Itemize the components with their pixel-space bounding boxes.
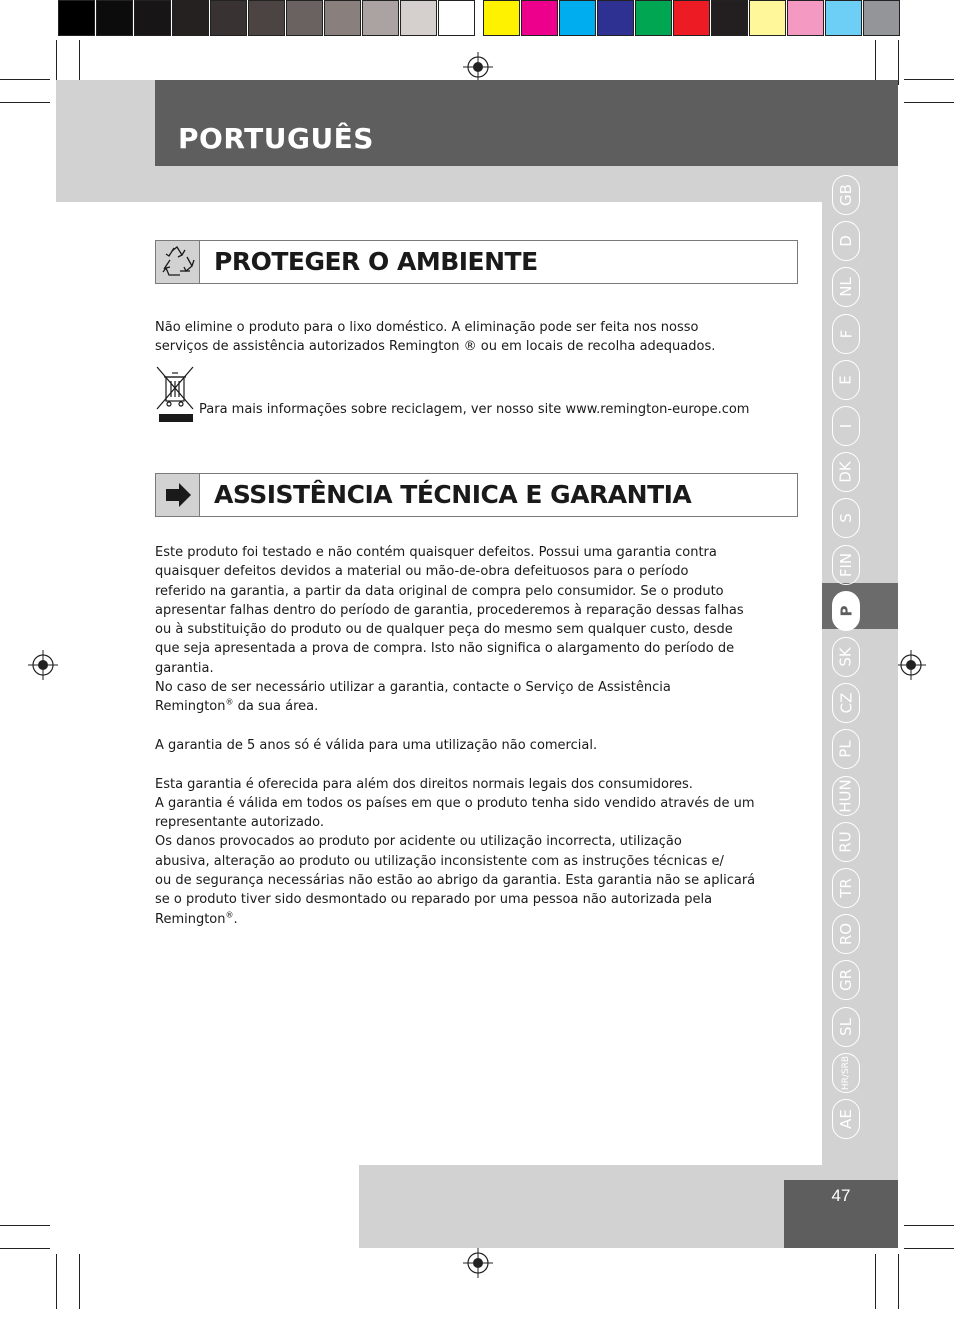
color-swatch (749, 0, 786, 36)
color-swatch (400, 0, 437, 36)
section-header-warranty (155, 473, 798, 517)
language-tab-label: P (837, 605, 855, 617)
crop-mark (898, 1254, 899, 1309)
language-tab-f[interactable] (832, 314, 860, 354)
page-number: 47 (831, 1186, 851, 1205)
registration-mark-icon (463, 1248, 493, 1278)
crop-mark (875, 40, 876, 85)
language-tab-label: F (836, 329, 855, 338)
color-swatch (521, 0, 558, 36)
color-calibration-bar (483, 0, 901, 38)
color-swatch (559, 0, 596, 36)
language-tab-ae[interactable] (832, 1099, 860, 1139)
language-tab-label: I (837, 423, 855, 429)
language-tab-pl[interactable] (832, 729, 860, 769)
language-tab-label: S (837, 513, 855, 524)
language-tab-label: DK (836, 461, 855, 483)
text-line: Esta garantia é oferecida para além dos direitos normais legais dos consumidores. (155, 776, 693, 792)
gray-calibration-bar (58, 0, 476, 38)
crop-mark (904, 1225, 954, 1226)
section-title: ASSISTÊNCIA TÉCNICA E GARANTIA (214, 480, 692, 509)
language-tab-cz[interactable] (832, 683, 860, 723)
language-tab-label: E (836, 375, 855, 385)
section-title: PROTEGER O AMBIENTE (214, 247, 538, 276)
language-tab-label: HUN (837, 778, 856, 813)
language-tab-label: RO (836, 923, 855, 946)
brand-text: Remington (155, 699, 226, 715)
text-line: que seja apresentada a prova de compra. Isto não significa o alargamento do período de (155, 641, 735, 657)
text-line: Os danos provocados ao produto por acidente ou utilização incorrecta, utilização (155, 834, 682, 850)
crop-mark (904, 102, 954, 103)
language-tab-tr[interactable] (832, 868, 860, 908)
language-tab-p[interactable] (832, 591, 860, 631)
crop-mark (79, 1254, 80, 1309)
color-swatch (58, 0, 95, 36)
language-tab-hun[interactable] (832, 776, 860, 816)
crop-mark (0, 1248, 50, 1249)
text-line: apresentar falhas dentro do período de garantia, procederemos à reparação dessas falhas (155, 602, 744, 618)
registration-mark-icon (896, 650, 926, 680)
crop-mark (898, 40, 899, 85)
language-tab-label: AE (837, 1109, 855, 1129)
language-tab-label: GR (836, 969, 855, 992)
color-swatch (711, 0, 748, 36)
crop-mark (79, 40, 80, 85)
language-tab-sk[interactable] (832, 637, 860, 677)
language-tab-gb[interactable] (832, 175, 860, 215)
color-swatch (825, 0, 862, 36)
arrow-right-icon (156, 474, 200, 516)
text-line: abusiva, alteração ao produto ou utilização inconsistente com as instruções técnicas e/ (155, 853, 724, 869)
language-tab-label: SL (836, 1017, 855, 1036)
color-swatch (597, 0, 634, 36)
crop-mark (904, 79, 954, 80)
color-swatch (787, 0, 824, 36)
language-tab-label: HR/SRB (841, 1055, 852, 1090)
registration-mark-icon (28, 650, 58, 680)
text-line: serviços de assistência autorizados Remington ® ou em locais de recolha adequados. (155, 339, 716, 355)
text-line (155, 697, 785, 716)
color-swatch (863, 0, 900, 36)
language-tab-label: RU (837, 831, 855, 853)
blank-line (155, 717, 785, 736)
color-swatch (324, 0, 361, 36)
color-swatch (248, 0, 285, 36)
registered-mark: ® (225, 698, 234, 708)
text-line: A garantia é válida em todos os países em que o produto tenha sido vendido através de um (155, 795, 755, 811)
crop-mark (56, 1254, 57, 1309)
language-tab-nl[interactable] (832, 267, 860, 307)
crop-mark (0, 1225, 50, 1226)
text-line: representante autorizado. (155, 815, 325, 831)
color-swatch (96, 0, 133, 36)
registration-mark-icon (463, 52, 493, 82)
color-swatch (362, 0, 399, 36)
language-tab-e[interactable] (832, 360, 860, 400)
text-line: se o produto tiver sido desmontado ou reparado por uma pessoa não autorizada pela (155, 892, 713, 908)
recycle-icon (156, 241, 200, 283)
recycle-info: Para mais informações sobre reciclagem, ver nosso site www.remington-europe.com (199, 402, 750, 417)
text-line: referido na garantia, a partir da data original de compra pelo consumidor. Se o produto (155, 583, 724, 599)
language-tab-ro[interactable] (832, 914, 860, 954)
language-tab-gr[interactable] (832, 960, 860, 1000)
language-tab-label: D (837, 235, 855, 247)
language-tab-label: CZ (837, 692, 855, 714)
color-swatch (210, 0, 247, 36)
crossed-bin-icon (155, 365, 197, 423)
text-fragment: . (233, 911, 238, 927)
text-line (155, 910, 785, 929)
text-line: Não elimine o produto para o lixo doméstico. A eliminação pode ser feita nos nosso (155, 320, 699, 335)
language-tab-fin[interactable] (832, 545, 860, 585)
language-tab-label: FIN (837, 552, 855, 577)
brand-text: Remington (155, 911, 226, 927)
language-tab-ru[interactable] (832, 822, 860, 862)
language-tab-d[interactable] (832, 221, 860, 261)
crop-mark (904, 1248, 954, 1249)
text-line: Este produto foi testado e não contém quaisquer defeitos. Possui uma garantia contra (155, 545, 717, 560)
color-swatch (483, 0, 520, 36)
text-line: A garantia de 5 anos só é válida para uma utilização não comercial. (155, 737, 598, 753)
text-line: garantia. (155, 660, 214, 676)
text-line: ou à substituição do produto ou de qualquer peça do mesmo sem qualquer custo, desde (155, 622, 733, 638)
language-tab-label: SK (836, 647, 855, 667)
color-swatch (134, 0, 171, 36)
section-header-environment (155, 240, 798, 284)
language-tab-label: NL (836, 277, 855, 298)
crop-mark (0, 102, 50, 103)
text-line: quaisquer defeitos devidos a material ou mão-de-obra defeituosos para o período (155, 564, 689, 580)
crop-mark (875, 1254, 876, 1309)
language-tab-s[interactable] (832, 498, 860, 538)
color-swatch (438, 0, 475, 36)
crop-mark (0, 79, 50, 80)
language-tab-i[interactable] (832, 406, 860, 446)
environment-paragraph (155, 318, 785, 357)
text-fragment: da sua área. (233, 699, 319, 715)
language-tab-label: TR (837, 878, 855, 898)
color-swatch (635, 0, 672, 36)
language-tab-dk[interactable] (832, 452, 860, 492)
color-swatch (673, 0, 710, 36)
language-tab-label: PL (837, 740, 855, 759)
registered-mark: ® (225, 910, 234, 920)
color-swatch (286, 0, 323, 36)
text-line: No caso de ser necessário utilizar a garantia, contacte o Serviço de Assistência (155, 680, 671, 696)
color-swatch (172, 0, 209, 36)
language-tab-hr-srb[interactable] (832, 1053, 860, 1093)
crop-mark (56, 40, 57, 85)
text-line: ou de segurança necessárias não estão ao abrigo da garantia. Esta garantia não se aplicará (155, 873, 756, 889)
warranty-paragraph (155, 543, 785, 929)
language-tab-label: GB (836, 184, 855, 206)
blank-line (155, 755, 785, 774)
page-title: PORTUGUÊS (178, 122, 374, 155)
language-tab-sl[interactable] (832, 1007, 860, 1047)
